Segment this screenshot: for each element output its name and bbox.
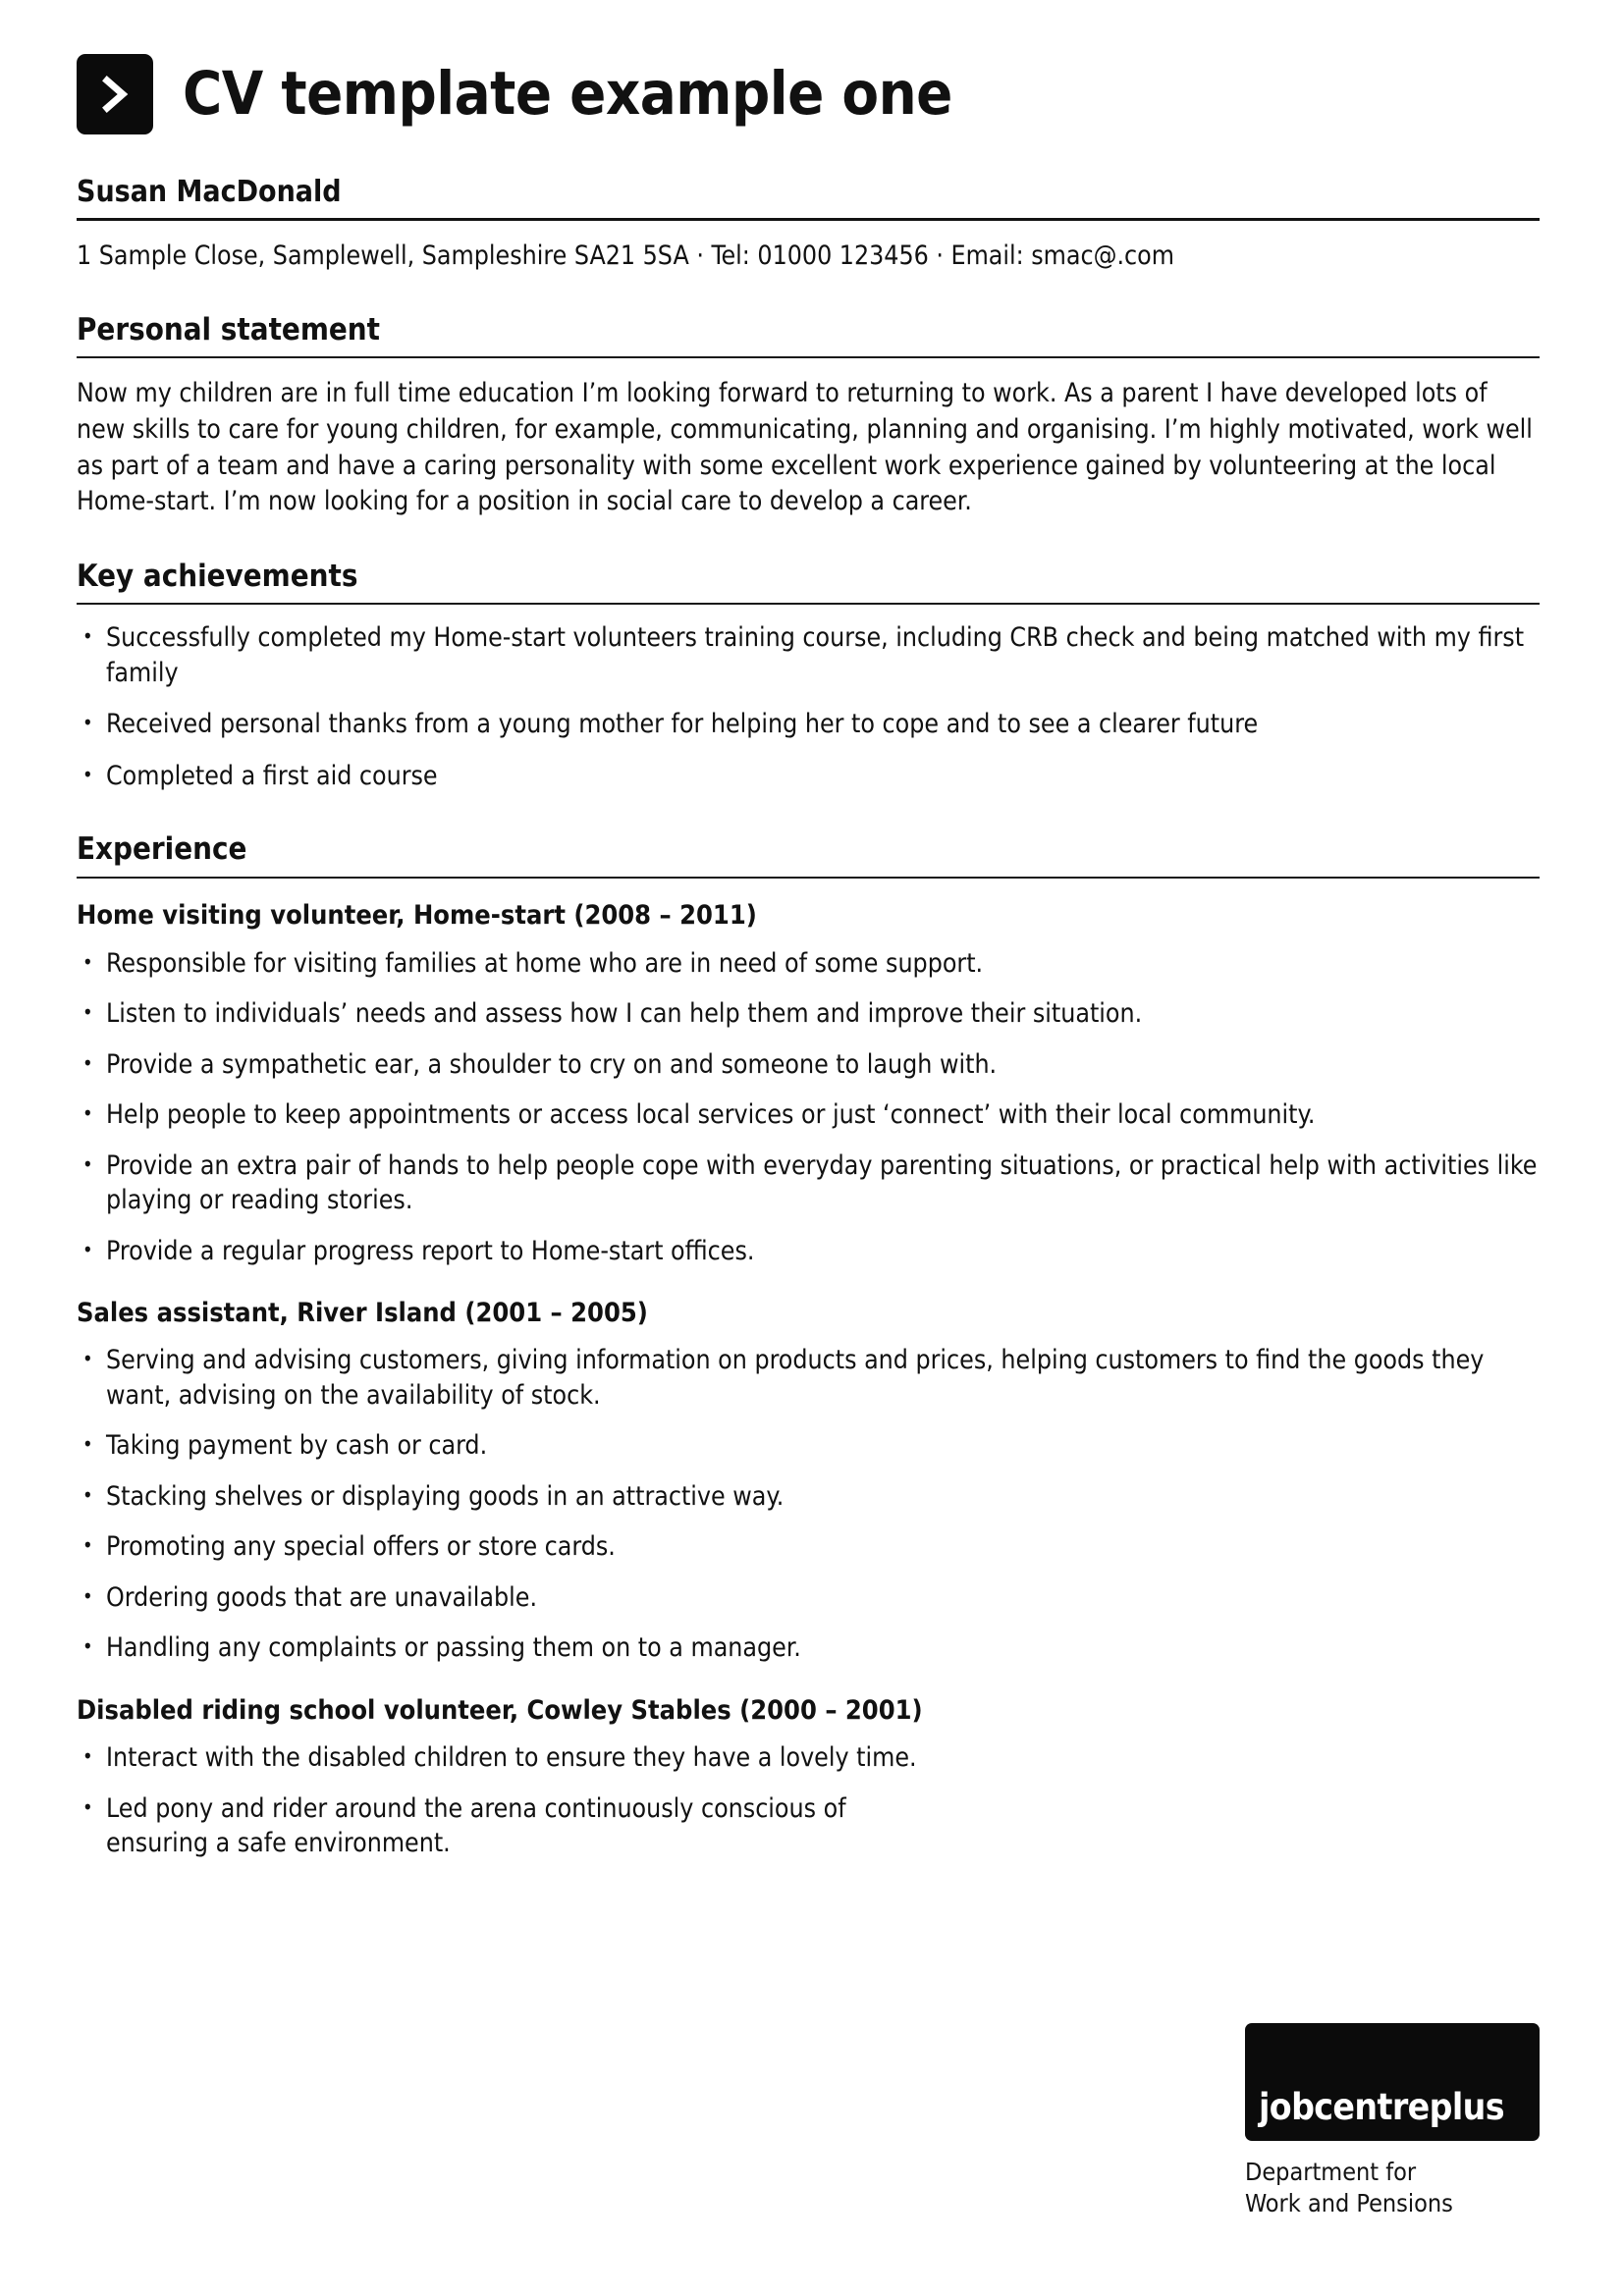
list-item: • Completed a first aid course [77, 759, 1540, 794]
section-experience [77, 832, 1540, 1860]
list-item: • Ordering goods that are unavailable. [77, 1580, 1540, 1616]
job-title: Home visiting volunteer, Home-start (2008 – 2011) [77, 900, 757, 932]
list-item: • Help people to keep appointments or access local services or just ‘connect’ with their local community. [77, 1097, 1540, 1133]
section-divider [77, 603, 1540, 605]
experience-entry [77, 1298, 1540, 1666]
section-heading-experience: Experience [77, 831, 247, 868]
list-item: • Led pony and rider around the arena continuously conscious of ensuring a safe environment. [77, 1791, 852, 1861]
list-item: • Stacking shelves or displaying goods in an attractive way. [77, 1479, 1540, 1515]
logo-wordmark: jobcentreplus [1259, 2086, 1504, 2128]
page-title: CV template example one [183, 58, 952, 129]
list-item: • Provide a regular progress report to Home-start offices. [77, 1234, 1540, 1269]
list-item: • Handling any complaints or passing them on to a manager. [77, 1630, 1540, 1666]
department-line-1: Department for [1245, 2158, 1417, 2186]
list-item: • Serving and advising customers, giving information on products and prices, helping customers to find the goods they want, advising on the availability of stock. [77, 1343, 1540, 1413]
list-item: • Responsible for visiting families at home who are in need of some support. [77, 946, 1540, 982]
section-heading-key-achievements: Key achievements [77, 558, 358, 594]
section-key-achievements [77, 560, 1540, 794]
job-duties-list [77, 1740, 1540, 1861]
section-divider [77, 877, 1540, 879]
list-item: • Successfully completed my Home-start volunteers training course, including CRB check and being matched with my first family [77, 620, 1540, 690]
section-divider [77, 356, 1540, 358]
list-item: • Interact with the disabled children to ensure they have a lovely time. [77, 1740, 970, 1776]
list-item: • Provide an extra pair of hands to help people cope with everyday parenting situations, or practical help with activities like playing or reading stories. [77, 1148, 1540, 1218]
candidate-name: Susan MacDonald [77, 175, 342, 209]
chevron-right-icon [77, 54, 153, 134]
list-item: • Promoting any special offers or store cards. [77, 1529, 1540, 1565]
job-duties-list [77, 946, 1540, 1269]
experience-entry [77, 900, 1540, 1268]
section-personal-statement [77, 313, 1540, 520]
footer-branding [1245, 2023, 1540, 2219]
list-item: • Provide a sympathetic ear, a shoulder to cry on and someone to laugh with. [77, 1047, 1540, 1083]
list-item: • Taking payment by cash or card. [77, 1428, 1540, 1464]
name-divider [77, 218, 1540, 221]
list-item: • Listen to individuals’ needs and assess how I can help them and improve their situation. [77, 996, 1540, 1032]
department-name [1245, 2157, 1540, 2219]
document-header [77, 54, 1540, 134]
experience-entry [77, 1695, 1540, 1861]
job-title: Sales assistant, River Island (2001 – 2005) [77, 1298, 648, 1329]
list-item: • Received personal thanks from a young mother for helping her to cope and to see a clearer future [77, 707, 1540, 742]
job-title: Disabled riding school volunteer, Cowley Stables (2000 – 2001) [77, 1694, 923, 1726]
candidate-contact-line: 1 Sample Close, Samplewell, Sampleshire SA21 5SA · Tel: 01000 123456 · Email: smac@.com [77, 240, 1174, 271]
personal-statement-body: Now my children are in full time education I’m looking forward to returning to work. As a parent I have developed lots of new skills to care for young children, for example, communicating, planning and organising. I’m highly motivated, work well as part of a team and have a caring personality with some excellent work experience gained by volunteering at the local Home-start. I’m now looking for a position in social care to develop a career. [77, 378, 1533, 517]
jobcentreplus-logo [1245, 2023, 1540, 2141]
candidate-block [77, 176, 1540, 274]
job-duties-list [77, 1343, 1540, 1666]
department-line-2: Work and Pensions [1245, 2189, 1453, 2217]
key-achievements-list [77, 620, 1540, 793]
section-heading-personal-statement: Personal statement [77, 311, 381, 347]
